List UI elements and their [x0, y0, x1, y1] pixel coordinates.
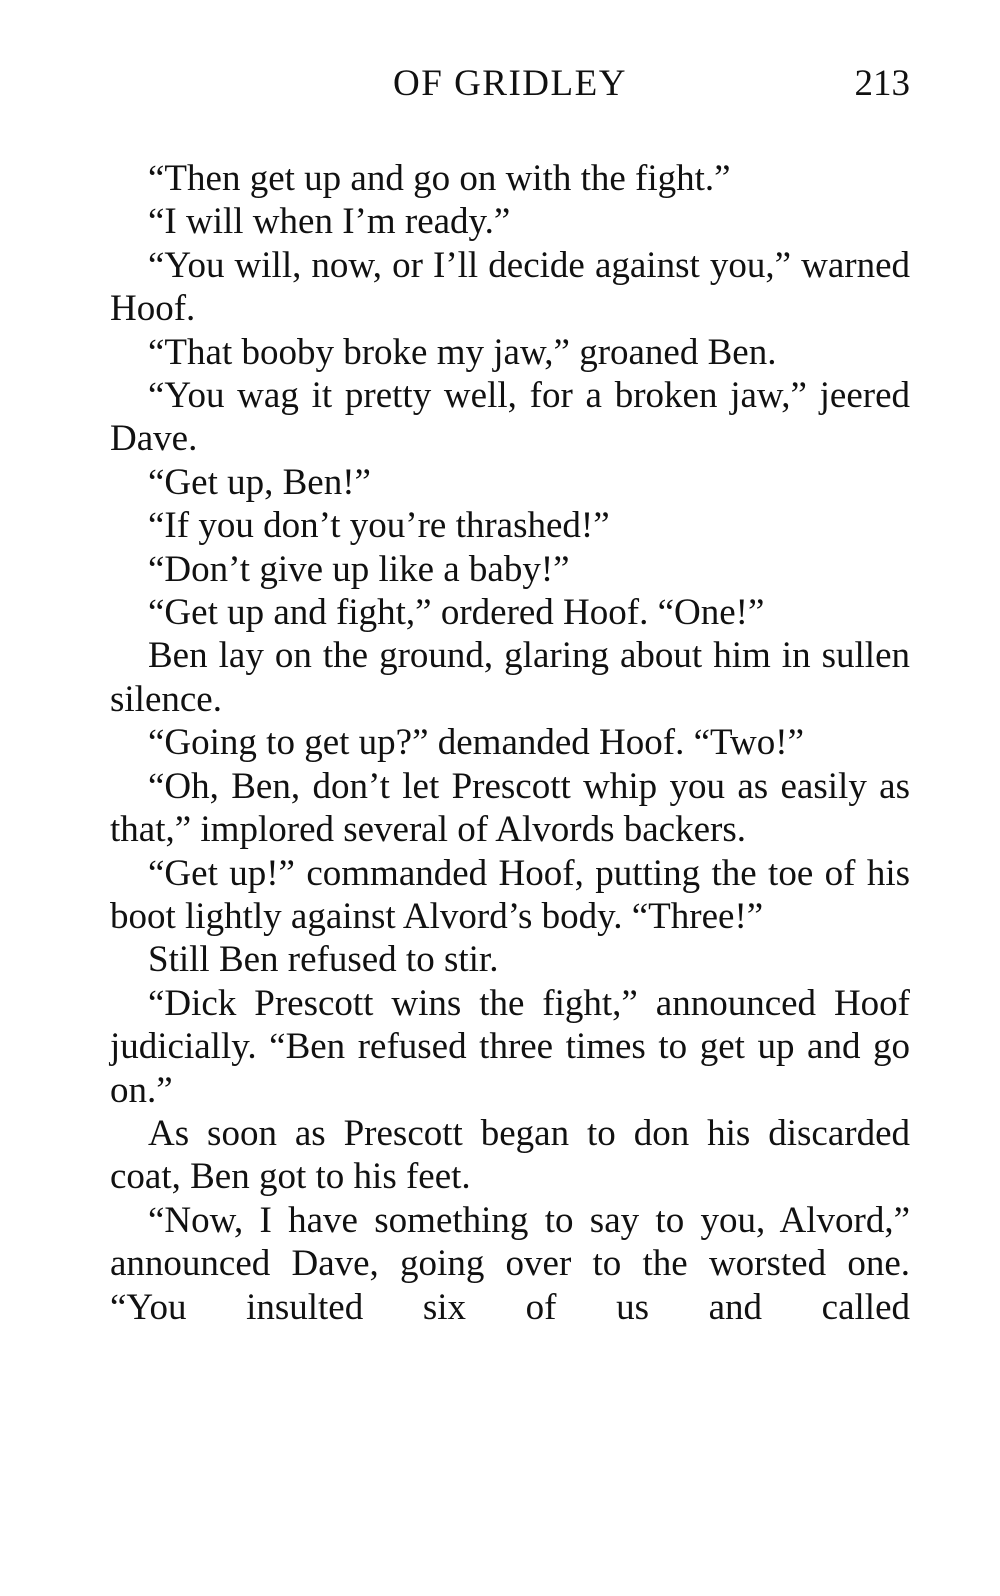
paragraph: “You wag it pretty well, for a broken jaw,” jeered Dave. [110, 375, 910, 460]
paragraph: “Then get up and go on with the fight.” [148, 158, 731, 199]
paragraph: “You will, now, or I’ll decide against you,” warned Hoof. [110, 244, 910, 330]
paragraph: “Going to get up?” demanded Hoof. “Two!” [148, 722, 804, 764]
page-header [110, 62, 910, 122]
paragraph: “Get up and fight,” ordered Hoof. “One!” [148, 592, 765, 634]
paragraph: Still Ben refused to stir. [148, 939, 499, 981]
paragraph: “Get up, Ben!” [148, 461, 371, 503]
paragraph: “Now, I have something to say to you, Alvord,” announced Dave, going over to the worsted one. “You insulted six of us and called [110, 1199, 910, 1328]
paragraph: “Oh, Ben, don’t let Prescott whip you as easily as that,” implored several of Alvords backers. [110, 765, 910, 851]
paragraph: “Dick Prescott wins the fight,” announced Hoof judicially. “Ben refused three times to get up and go on.” [110, 982, 910, 1111]
paragraph: Ben lay on the ground, glaring about him in sullen silence. [110, 635, 910, 720]
paragraph: “Get up!” commanded Hoof, putting the toe of his boot lightly against Alvord’s body. “Three!” [110, 852, 910, 937]
paragraph: “If you don’t you’re thrashed!” [148, 505, 610, 547]
paragraph: “I will when I’m ready.” [148, 201, 511, 243]
body-text [110, 157, 910, 1329]
paragraph: “Don’t give up like a baby!” [148, 548, 570, 590]
running-head: OF GRIDLEY [393, 63, 627, 104]
paragraph: “That booby broke my jaw,” groaned Ben. [148, 331, 777, 373]
paragraph: As soon as Prescott began to don his discarded coat, Ben got to his feet. [110, 1112, 910, 1198]
page-number: 213 [854, 63, 910, 104]
